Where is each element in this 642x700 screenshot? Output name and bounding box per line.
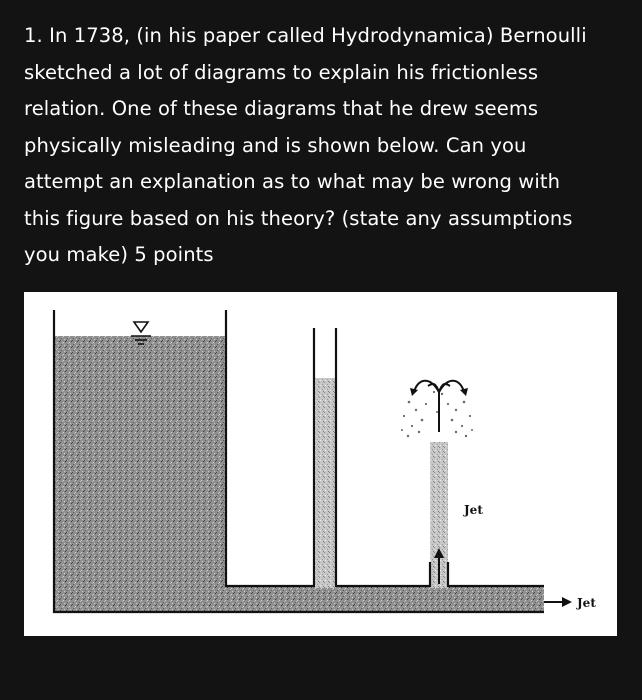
jet-right-arrow-icon (544, 597, 572, 607)
tank-water (54, 336, 226, 612)
jet-vertical-label: Jet (464, 503, 483, 517)
fountain-arcs (414, 381, 464, 432)
fountain-spray (401, 391, 473, 437)
pipe-water (54, 586, 544, 612)
jet-horizontal-label: Jet (577, 596, 596, 610)
question-line: physically misleading and is shown below. Can you (24, 133, 527, 157)
question-line: this figure based on his theory? (state any assumptions (24, 206, 573, 230)
diagram-svg (24, 292, 617, 636)
question-line: attempt an explanation as to what may be wrong with (24, 170, 561, 193)
question-line: relation. One of these diagrams that he drew seems (24, 97, 539, 120)
question-text (24, 18, 624, 274)
question-line: sketched a lot of diagrams to explain his frictionless (24, 60, 539, 84)
piezometer-water (314, 378, 336, 588)
question-line: 1. In 1738, (in his paper called Hydrodynamica) Bernoulli (24, 24, 587, 47)
bernoulli-diagram (24, 292, 617, 636)
question-line: you make) 5 points (24, 243, 214, 266)
